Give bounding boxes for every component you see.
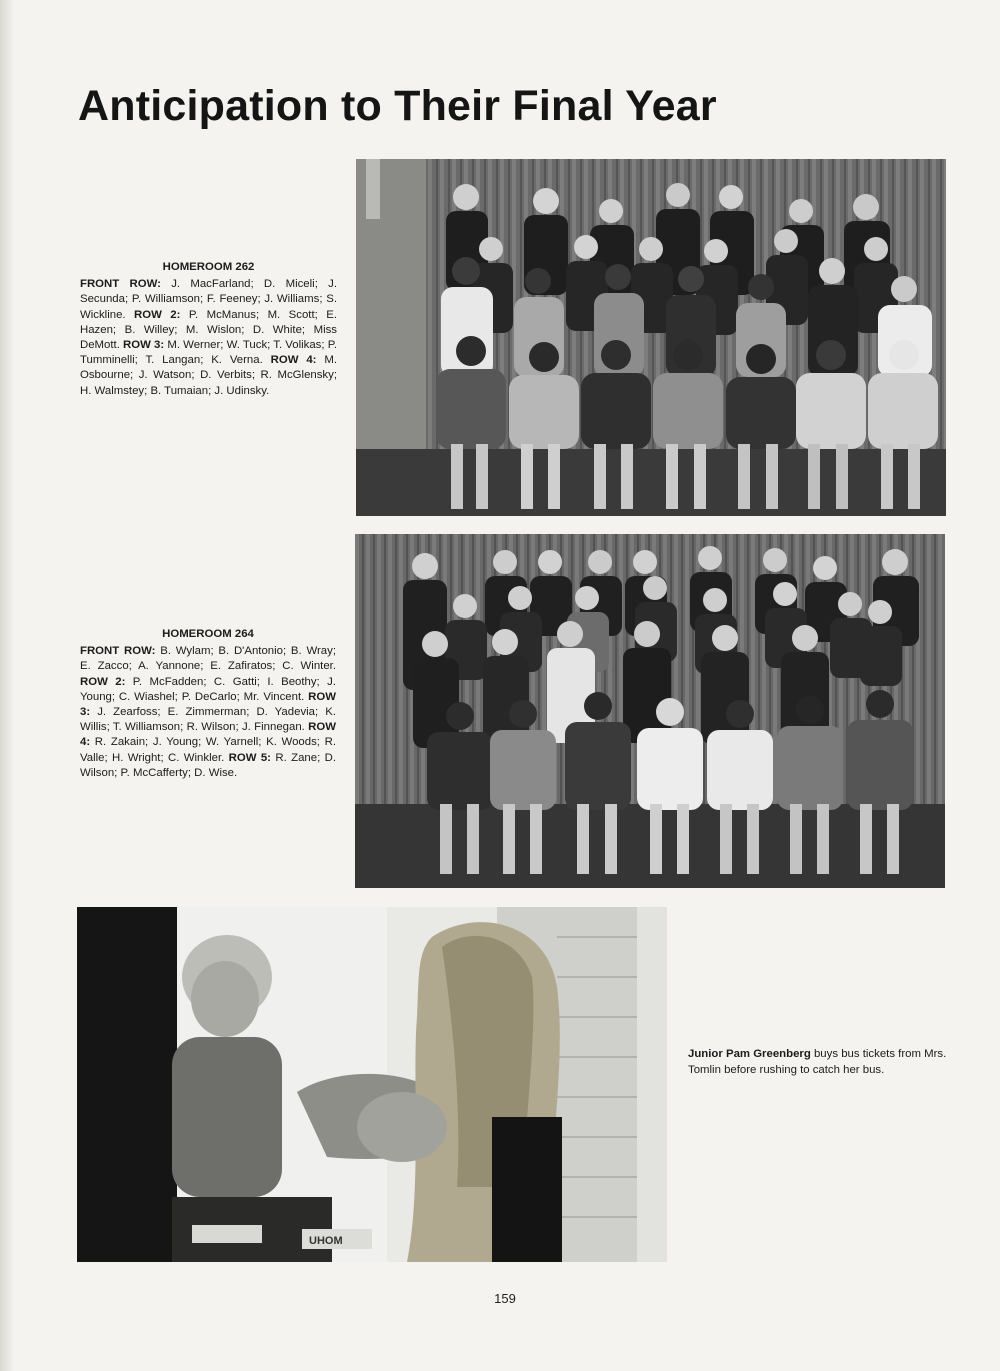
page-number: 159 — [494, 1291, 516, 1306]
caption-subject: Junior Pam Greenberg — [688, 1048, 811, 1060]
homeroom-262-heading: HOMEROOM 262 — [162, 261, 255, 273]
homeroom-262-caption — [80, 260, 337, 399]
row-label: ROW 4: — [270, 354, 317, 367]
row-label: FRONT ROW: — [80, 278, 161, 291]
row-names: J. MacFarland; D. Miceli; J. Secunda; P. Williamson; F. Feeney; J. Williams; S. Wickline. — [80, 278, 337, 321]
bus-tickets-caption — [688, 1047, 950, 1078]
row-names: R. Zane; D. Wilson; P. McCafferty; D. Wise. — [80, 751, 336, 779]
row-label: FRONT ROW: — [80, 645, 156, 658]
row-label: ROW 4: — [80, 721, 336, 749]
row-names: P. McFadden; C. Gatti; I. Beothy; J. Young; C. Wiashel; P. DeCarlo; Mr. Vincent. — [80, 675, 336, 703]
bus-tickets-photo — [77, 907, 667, 1262]
row-names: M. Osbourne; J. Watson; D. Verbits; R. McGlensky; H. Walmstey; B. Tumaian; J. Udinsky. — [80, 354, 337, 397]
photo-sign-text: UHOM — [309, 1235, 343, 1247]
row-names: J. Zearfoss; E. Zimmerman; D. Yadevia; K. Willis; T. Williamson; R. Wilson; J. Finnegan. — [80, 706, 336, 734]
page-title: Anticipation to Their Final Year — [78, 82, 717, 130]
caption-text: buys bus tickets from Mrs. Tomlin before rushing to catch her bus. — [688, 1048, 947, 1076]
row-label: ROW 3: — [80, 690, 336, 719]
homeroom-264-caption — [80, 627, 336, 781]
homeroom-264-group-photo — [355, 534, 945, 888]
row-names: R. Zakain; J. Young; W. Yarnell; K. Woods; R. Valle; H. Wright; C. Winkler. — [80, 736, 336, 764]
row-label: ROW 2: — [80, 675, 126, 688]
row-names: M. Werner; W. Tuck; T. Volikas; P. Tumminelli; T. Langan; K. Verna. — [80, 339, 338, 367]
row-names: P. McManus; M. Scott; E. Hazen; B. Willey; M. Wislon; D. White; Miss DeMott. — [80, 308, 337, 352]
row-label: ROW 2: — [134, 308, 181, 321]
page-edge-shadow — [0, 0, 14, 1371]
row-names: B. Wylam; B. D'Antonio; B. Wray; E. Zacco; A. Yannone; E. Zafiratos; C. Winter. — [80, 645, 336, 673]
row-label: ROW 3: — [123, 339, 165, 352]
homeroom-264-heading: HOMEROOM 264 — [162, 628, 254, 640]
homeroom-262-group-photo — [356, 159, 946, 516]
row-label: ROW 5: — [228, 751, 271, 764]
